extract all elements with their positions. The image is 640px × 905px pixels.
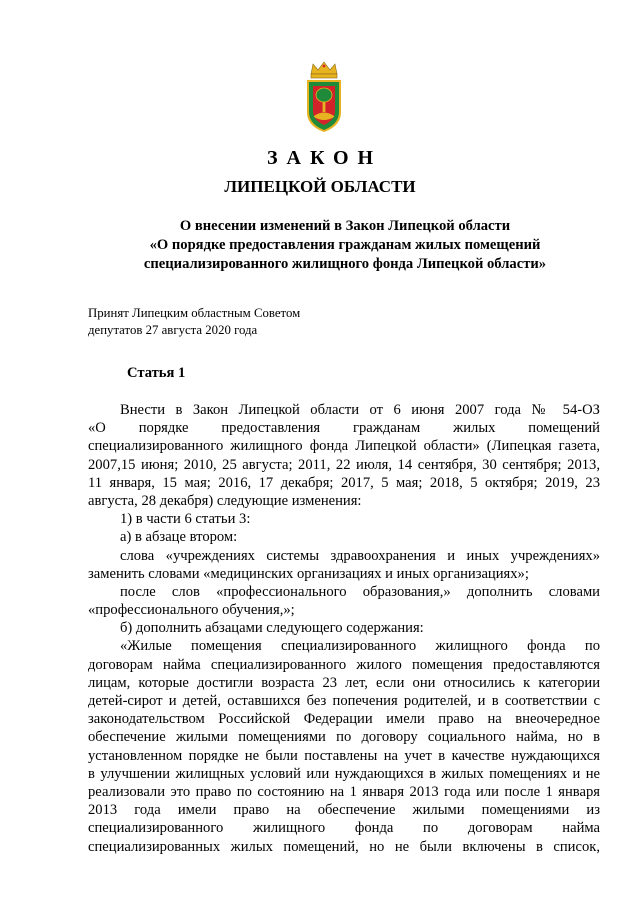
adoption-note [88, 305, 300, 339]
article-body [88, 401, 600, 856]
law-heading: ЗАКОН [266, 147, 383, 169]
body-line: специализированных жилых помещений, но не были включены в список, [88, 838, 600, 855]
body-line: б) дополнить абзацами следующего содержания: [120, 620, 424, 637]
adoption-line: Принят Липецким областным Советом [88, 306, 301, 320]
body-line: «Жилые помещения специализированного жилищного фонда по [120, 638, 600, 655]
body-line: специализированного жилищного фонда Липецкой области» (Липецкая газета, [88, 438, 600, 455]
body-line: после слов «профессионального образования,» дополнить словами [120, 583, 600, 600]
body-line: 2007,15 июня; 2010, 25 августа; 2011, 22 июля, 14 сентября, 30 сентября; 2013, [88, 456, 600, 473]
coat-of-arms-icon [303, 60, 345, 134]
region-heading: ЛИПЕЦКОЙ ОБЛАСТИ [224, 177, 416, 196]
body-line: реализовали это право по состоянию на 1 января 2013 года или после 1 января [88, 783, 600, 800]
body-line: установленном порядке не были поставлены на учет в качестве нуждающихся [88, 747, 600, 764]
article-heading: Статья 1 [127, 365, 186, 381]
body-line: «О порядке предоставления гражданам жилых помещений [88, 420, 600, 437]
law-title [80, 217, 610, 274]
body-line: в улучшении жилищных условий или нуждающихся в жилых помещениях и не [88, 765, 600, 782]
body-line: Внести в Закон Липецкой области от 6 июня 2007 года № 54-ОЗ [120, 402, 600, 418]
body-line: августа, 28 декабря) следующие изменения: [88, 492, 362, 509]
law-title-line: специализированного жилищного фонда Липецкой области» [143, 256, 547, 272]
body-line: 1) в части 6 статьи 3: [120, 511, 251, 528]
body-line: законодательством Российской Федерации имели право на внеочередное [88, 711, 600, 728]
body-line: слова «учреждениях системы здравоохранения и иных учреждениях» [120, 547, 600, 564]
body-line: 11 января, 15 мая; 2016, 17 декабря; 2017, 5 мая; 2018, 5 октября; 2019, 23 [88, 474, 600, 491]
body-line: специализированного жилищного фонда по договорам найма [88, 820, 600, 837]
adoption-line: депутатов 27 августа 2020 года [88, 323, 258, 337]
body-line: «профессионального обучения,»; [88, 602, 295, 619]
law-title-line: «О порядке предоставления гражданам жилых помещений [149, 237, 541, 253]
law-title-line: О внесении изменений в Закон Липецкой области [179, 218, 511, 234]
body-line: лицам, которые достигли возраста 23 лет, если они относились к категории [88, 674, 600, 691]
body-line: а) в абзаце втором: [120, 529, 238, 546]
body-line: детей-сирот и детей, оставшихся без попечения родителей, и в соответствии с [88, 693, 600, 709]
body-line: договорам найма специализированного жилого помещения предоставляются [88, 656, 600, 673]
body-line: обеспечение жилыми помещениями по договору социального найма, но в [88, 729, 600, 746]
body-line: заменить словами «медицинских организациях и иных организациях»; [88, 565, 529, 582]
body-line: 2013 года имели право на обеспечение жилыми помещениями из [88, 802, 600, 819]
